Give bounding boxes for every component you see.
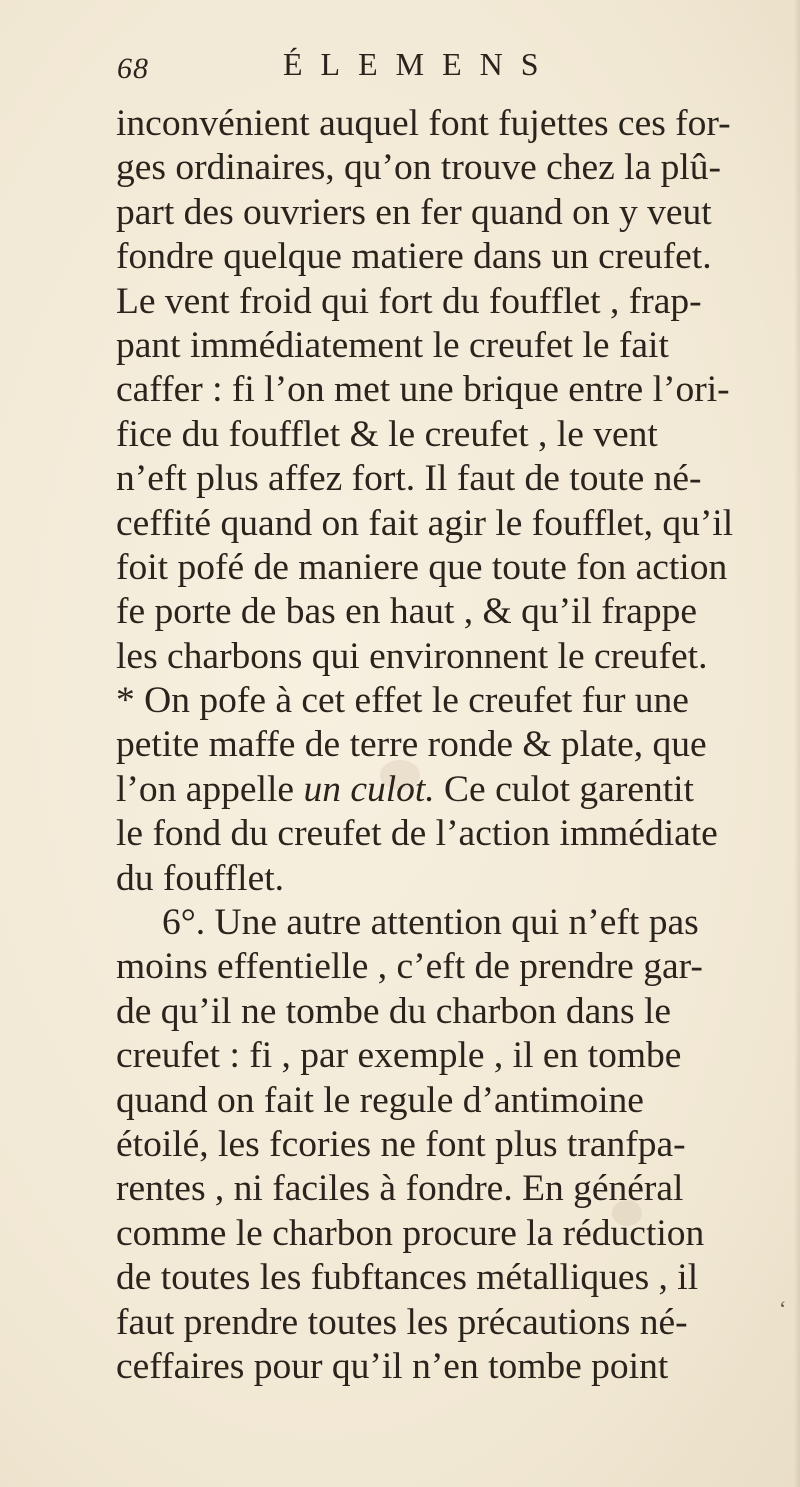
text-line: ceffité quand on fait agir le foufflet, qu’il — [116, 502, 734, 544]
text-line: ges ordinaires, qu’on trouve chez la plû- — [116, 147, 721, 189]
text-line: pant immédiatement le creufet le fait — [116, 324, 669, 366]
margin-mark: ‘ — [779, 1296, 787, 1321]
page-number: 68 — [117, 52, 149, 85]
text-line: fondre quelque matiere dans un creufet. — [116, 236, 712, 278]
italic-term: un culot. — [303, 768, 435, 810]
text-line: quand on fait le regule d’antimoine — [116, 1079, 644, 1121]
text-line: le fond du creufet de l’action immédiate — [116, 813, 718, 855]
text-line: de qu’il ne tombe du charbon dans le — [116, 990, 672, 1032]
text-line: fice du foufflet & le creufet , le vent — [116, 413, 658, 455]
text-line: creufet : fi , par exemple , il en tombe — [116, 1035, 682, 1077]
text-line: faut prendre toutes les précautions né- — [116, 1301, 688, 1343]
body-text — [116, 102, 762, 1389]
text-line: foit pofé de maniere que toute fon action — [116, 546, 728, 588]
text-line: fe porte de bas en haut , & qu’il frappe — [116, 591, 698, 633]
text-line: les charbons qui environnent le creufet. — [116, 635, 708, 677]
text-line: étoilé, les fcories ne font plus tranfpa- — [116, 1123, 686, 1165]
text-line: de toutes les fubftances métalliques , il — [116, 1257, 699, 1299]
text-line: du foufflet. — [116, 857, 285, 899]
page-edge-shadow — [794, 0, 800, 1487]
text-line: ceffaires pour qu’il n’en tombe point — [116, 1345, 669, 1387]
text-line: rentes , ni faciles à fondre. En général — [116, 1168, 684, 1210]
text-line: Le vent froid qui fort du foufflet , frap- — [116, 280, 702, 322]
page-header — [117, 44, 717, 92]
text-line: caffer : fi l’on met une brique entre l’ori- — [116, 369, 730, 411]
text-line: comme le charbon procure la réduction — [116, 1212, 705, 1254]
running-head: ÉLEMENS — [283, 46, 557, 82]
text-line: * On pofe à cet effet le creufet fur une — [116, 680, 689, 722]
text-segment: Ce culot garentit — [434, 768, 694, 810]
text-line: moins effentielle , c’eft de prendre gar- — [116, 946, 703, 988]
text-segment: l’on appelle — [116, 768, 304, 810]
text-line: n’eft plus affez fort. Il faut de toute né- — [116, 458, 702, 500]
text-line: petite maffe de terre ronde & plate, que — [116, 724, 707, 766]
text-line: 6°. Une autre attention qui n’eft pas — [162, 902, 699, 944]
text-line: part des ouvriers en fer quand on y veut — [116, 191, 712, 233]
text-line: inconvénient auquel font fujettes ces for- — [116, 103, 731, 144]
text-line — [116, 768, 762, 812]
